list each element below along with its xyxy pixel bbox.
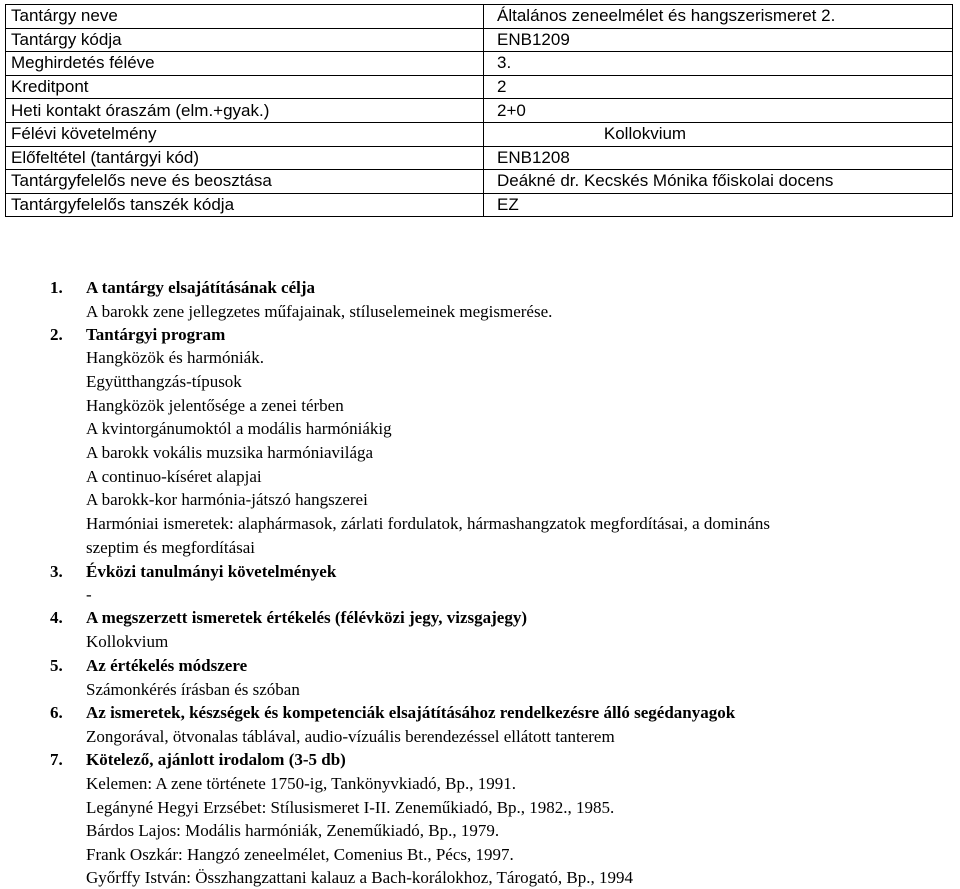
section-number: 2.	[50, 325, 63, 344]
reference-item: Legányné Hegyi Erzsébet: Stílusismeret I-II. Zeneműkiadó, Bp., 1982., 1985.	[86, 798, 615, 817]
section-title: A megszerzett ismeretek értékelés (félévközi jegy, vizsgajegy)	[86, 608, 528, 627]
row-value	[484, 146, 953, 170]
section-text: Hangközök és harmóniák.	[86, 348, 264, 367]
reference-item: Frank Oszkár: Hangzó zeneelmélet, Comenius Bt., Pécs, 1997.	[86, 845, 514, 864]
row-label: Meghirdetés féléve	[6, 52, 484, 76]
section-text: Hangközök jelentősége a zenei térben	[86, 396, 344, 415]
row-value	[484, 193, 953, 217]
course-info-table	[5, 4, 953, 217]
section-title: Kötelező, ajánlott irodalom (3-5 db)	[86, 750, 346, 769]
row-value-text: Kollokvium	[603, 124, 687, 144]
section-title: A tantárgy elsajátításának célja	[86, 278, 316, 297]
section-text: A barokk vokális muzsika harmóniavilága	[86, 443, 374, 462]
section-text: Harmóniai ismeretek: alaphármasok, zárlati fordulatok, hármashangzatok megfordításai, a domináns	[86, 514, 771, 533]
section-number: 5.	[50, 656, 63, 675]
row-value-text: ENB1208	[497, 147, 570, 167]
row-value	[484, 122, 953, 146]
table-row	[6, 146, 953, 170]
row-value-text: 2+0	[497, 100, 526, 120]
section-title: Az értékelés módszere	[86, 656, 248, 675]
row-label: Tantárgy kódja	[6, 28, 484, 52]
row-label: Tantárgyfelelős neve és beosztása	[6, 170, 484, 194]
section-text: Számonkérés írásban és szóban	[86, 680, 300, 699]
row-value-text: 2	[497, 77, 507, 97]
section-title: Évközi tanulmányi követelmények	[86, 562, 337, 581]
section-text: Együtthangzás-típusok	[86, 372, 242, 391]
section-title: Az ismeretek, készségek és kompetenciák elsajátításához rendelkezésre álló segédanyagok	[86, 703, 736, 722]
row-label: Félévi követelmény	[6, 122, 484, 146]
reference-item: Bárdos Lajos: Modális harmóniák, Zeneműkiadó, Bp., 1979.	[86, 821, 500, 840]
table-row	[6, 28, 953, 52]
table-row	[6, 193, 953, 217]
section-text: Zongorával, ötvonalas táblával, audio-vízuális berendezéssel ellátott tanterem	[86, 727, 615, 746]
row-label: Tantárgy neve	[6, 5, 484, 29]
table-row	[6, 75, 953, 99]
section-text: A barokk-kor harmónia-játszó hangszerei	[86, 490, 368, 509]
row-value	[484, 52, 953, 76]
section-text: -	[86, 585, 92, 604]
section-text: A kvintorgánumoktól a modális harmóniákig	[86, 419, 392, 438]
table-row	[6, 170, 953, 194]
row-value	[484, 5, 953, 29]
row-value-text: ENB1209	[497, 29, 570, 49]
row-value-text: 3.	[497, 53, 512, 73]
section-text: szeptim és megfordításai	[86, 538, 256, 557]
section-text: A barokk zene jellegzetes műfajainak, stíluselemeinek megismerése.	[86, 302, 553, 321]
row-value-text: Általános zeneelmélet és hangszerismeret 2.	[497, 6, 836, 26]
row-value-text: Deákné dr. Kecskés Mónika főiskolai docens	[497, 171, 834, 191]
row-label: Kreditpont	[6, 75, 484, 99]
row-label: Tantárgyfelelős tanszék kódja	[6, 193, 484, 217]
row-value-text: EZ	[497, 195, 519, 215]
row-value	[484, 75, 953, 99]
section-number: 1.	[50, 278, 63, 297]
section-number: 3.	[50, 562, 63, 581]
table-row	[6, 52, 953, 76]
reference-item: Kelemen: A zene története 1750-ig, Tankönyvkiadó, Bp., 1991.	[86, 774, 517, 793]
section-number: 4.	[50, 608, 63, 627]
table-row	[6, 122, 953, 146]
section-number: 7.	[50, 750, 63, 769]
row-label: Heti kontakt óraszám (elm.+gyak.)	[6, 99, 484, 123]
table-row	[6, 99, 953, 123]
reference-item: Győrffy István: Összhangzattani kalauz a Bach-korálokhoz, Tárogató, Bp., 1994	[86, 868, 633, 887]
row-value	[484, 99, 953, 123]
row-value	[484, 170, 953, 194]
section-text: A continuo-kíséret alapjai	[86, 467, 262, 486]
section-title: Tantárgyi program	[86, 325, 226, 344]
section-number: 6.	[50, 703, 63, 722]
table-row	[6, 5, 953, 29]
row-label: Előfeltétel (tantárgyi kód)	[6, 146, 484, 170]
section-text: Kollokvium	[86, 632, 169, 651]
row-value	[484, 28, 953, 52]
